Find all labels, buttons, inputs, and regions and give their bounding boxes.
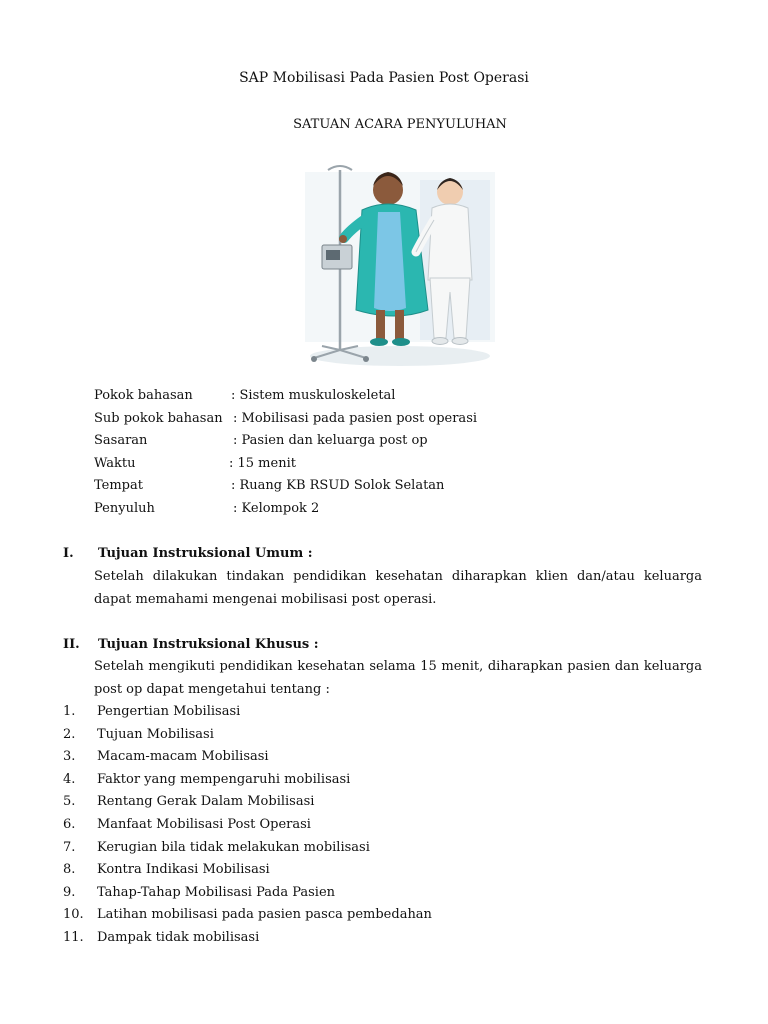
- list-number: 4.: [63, 771, 76, 787]
- document-subtitle: SATUAN ACARA PENYULUHAN: [293, 117, 507, 132]
- list-number: 8.: [63, 862, 76, 878]
- list-number: 2.: [63, 726, 76, 742]
- list-text: Rentang Gerak Dalam Mobilisasi: [97, 794, 315, 810]
- info-value: : Ruang KB RSUD Solok Selatan: [231, 478, 445, 494]
- list-number: 3.: [63, 749, 76, 765]
- section-paragraph: Setelah dilakukan tindakan pendidikan kesehatan diharapkan klien dan/atau keluarga dapat memahami mengenai mobilisasi post operasi.: [94, 569, 702, 607]
- list-number: 1.: [63, 704, 76, 719]
- list-text: Macam-macam Mobilisasi: [97, 749, 269, 765]
- list-text: Tahap-Tahap Mobilisasi Pada Pasien: [97, 884, 336, 900]
- info-value: : Kelompok 2: [233, 500, 320, 516]
- list-text: Kerugian bila tidak melakukan mobilisasi: [97, 839, 370, 855]
- info-label: Waktu: [94, 455, 136, 471]
- list-number: 5.: [63, 794, 76, 810]
- list-text: Manfaat Mobilisasi Post Operasi: [97, 816, 311, 832]
- patient-mobilization-illustration: [300, 160, 498, 374]
- info-value: : Pasien dan keluarga post op: [233, 433, 428, 449]
- list-text: Latihan mobilisasi pada pasien pasca pembedahan: [97, 907, 432, 923]
- info-value: : Mobilisasi pada pasien post operasi: [233, 410, 478, 426]
- info-label: Sub pokok bahasan: [94, 410, 223, 426]
- list-text: Faktor yang mempengaruhi mobilisasi: [97, 771, 351, 787]
- list-number: 9.: [63, 884, 76, 900]
- list-text: Pengertian Mobilisasi: [97, 704, 241, 719]
- section-title: Tujuan Instruksional Khusus :: [98, 637, 319, 652]
- list-text: Kontra Indikasi Mobilisasi: [97, 862, 270, 878]
- info-label: Sasaran: [94, 433, 148, 449]
- info-value: : Sistem muskuloskeletal: [231, 388, 396, 403]
- list-number: 10.: [63, 907, 84, 923]
- list-number: 6.: [63, 816, 76, 832]
- list-text: Dampak tidak mobilisasi: [97, 929, 260, 945]
- info-label: Penyuluh: [94, 500, 155, 516]
- document-title: SAP Mobilisasi Pada Pasien Post Operasi: [239, 70, 529, 86]
- info-label: Pokok bahasan: [94, 388, 193, 403]
- list-number: 7.: [63, 839, 76, 855]
- section-paragraph: Setelah mengikuti pendidikan kesehatan selama 15 menit, diharapkan pasien dan keluarga post op dapat mengetahui tentang :: [94, 659, 702, 697]
- section-title: Tujuan Instruksional Umum :: [98, 546, 313, 561]
- info-value: : 15 menit: [229, 455, 296, 471]
- section-number: II.: [63, 637, 80, 652]
- list-text: Tujuan Mobilisasi: [97, 726, 214, 742]
- section-number: I.: [63, 546, 74, 561]
- list-number: 11.: [63, 929, 84, 945]
- info-label: Tempat: [94, 478, 143, 494]
